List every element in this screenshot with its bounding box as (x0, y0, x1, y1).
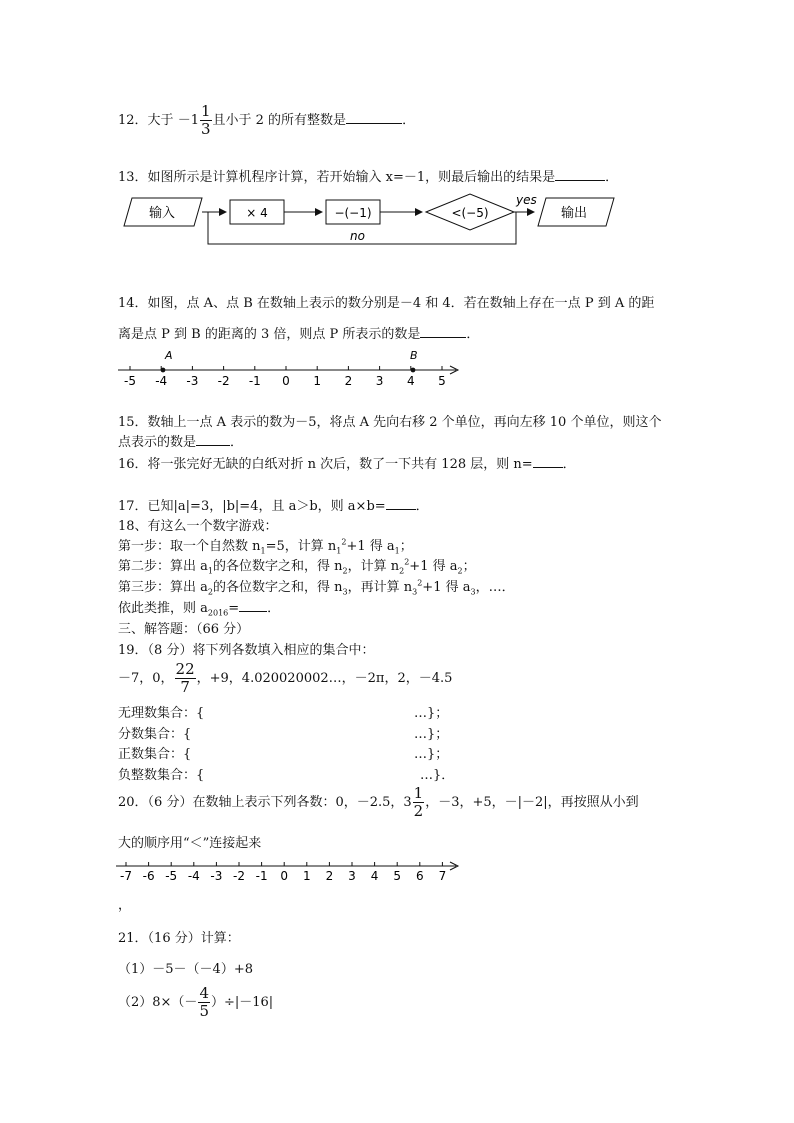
q13-flowchart (110, 190, 630, 250)
q14-axis-tick-label: 5 (438, 374, 446, 388)
q18-answer-blank[interactable] (239, 599, 267, 612)
q18-s3-d: +1 得 a (422, 580, 471, 595)
q18-s3-sup: 2 (417, 578, 423, 588)
q12-fraction (200, 104, 212, 137)
q12-frac-den: 3 (200, 120, 211, 138)
q18-step-3 (118, 576, 515, 597)
q18-s2-sub-a1: 1 (207, 566, 213, 576)
q18-s2-sub-a2: 2 (457, 566, 463, 576)
flow-no-label: no (350, 229, 365, 243)
q18-s1-d: ； (399, 539, 413, 554)
q14-axis-tick-label: -1 (248, 374, 261, 388)
q17-answer-blank[interactable] (386, 497, 416, 510)
q15-answer-blank[interactable] (196, 433, 230, 446)
q18-step-2 (118, 555, 476, 576)
q18-s2-sup: 2 (404, 557, 410, 567)
flow-multiply-label: × 4 (246, 206, 268, 220)
q19-set-positive-label: 正数集合：{ (118, 747, 192, 762)
q14-axis-tick-label: 0 (282, 374, 290, 388)
q20-line-2: 大的顺序用“＜”连接起来 (118, 836, 262, 851)
flow-subtract-label: −(−1) (334, 206, 372, 220)
q18-s2-e: ； (462, 559, 476, 574)
q20-axis-tick-label: -4 (187, 869, 200, 883)
q12-mixed-whole: －1 (177, 113, 199, 128)
q20-axis-tick-label: -5 (165, 869, 178, 883)
q18-s2-b: 的各位数字之和，得 n (212, 559, 343, 574)
q20-text-a: 20．（6 分）在数轴上表示下列各数：0，－2.5，3 (118, 795, 412, 810)
q19-set-negative-integer-end: …}． (420, 768, 455, 783)
q18-s3-b: 的各位数字之和，得 n (212, 580, 343, 595)
q20-frac-num: 1 (413, 784, 424, 802)
q18-s2-d: +1 得 a (409, 559, 458, 574)
q14-point-a-dot (161, 368, 166, 373)
q14-axis-tick-label: -4 (155, 374, 168, 388)
q18-last-a: 依此类推，则 a (118, 601, 208, 616)
question-15-line-2 (118, 431, 243, 450)
q19-nums-b: ，+9，4.020020002…，－2π，2，－4.5 (196, 671, 453, 686)
q18-s1-sub-n: 1 (260, 546, 266, 556)
q13-answer-blank[interactable] (555, 168, 605, 181)
q19-set-irrational (118, 702, 204, 721)
q20-text-b: ，－3，+5，－|－2|，再按照从小到 (425, 795, 639, 810)
question-13 (118, 166, 618, 185)
q19-set-irrational-label: 无理数集合：{ (118, 706, 205, 721)
q18-last-b: = (228, 601, 240, 616)
q12-answer-blank[interactable] (346, 111, 402, 124)
q14-axis-tick-label: 3 (375, 374, 384, 388)
q18-s2-a: 第二步：算出 a (118, 559, 208, 574)
q21-p2-a: （2）8×（－ (118, 995, 198, 1010)
q20-axis-tick-label: -7 (120, 869, 132, 883)
section-3-heading: 三、解答题：（66 分） (118, 622, 250, 637)
q16-text: 16．将一张完好无缺的白纸对折 n 次后，数了一下共有 128 层，则 n= (118, 457, 533, 472)
q20-number-line (110, 856, 470, 890)
q14-axis-tick-label: -5 (124, 374, 136, 388)
q12-end: ． (402, 113, 416, 128)
question-15-line-1 (118, 411, 661, 430)
q19-set-positive-end: …}； (414, 747, 449, 762)
question-16 (118, 453, 576, 472)
q19-set-negative-integer-label: 负整数集合：{ (118, 768, 205, 783)
q14-point-a-label: A (165, 349, 173, 362)
q21-frac-den: 5 (199, 1002, 209, 1020)
q20-axis-tick-label: 0 (280, 869, 289, 883)
q15-end: ． (230, 435, 244, 450)
q16-answer-blank[interactable] (533, 455, 563, 468)
q20-axis-tick-label: 1 (302, 869, 311, 883)
q16-end: ． (562, 457, 576, 472)
q18-last-end: ． (267, 601, 281, 616)
q21-p2-b: ）÷|－16| (210, 995, 274, 1010)
q18-s3-e: ，…． (475, 580, 515, 595)
q14-axis-tick-label: 4 (406, 374, 415, 388)
q19-frac-num: 22 (175, 660, 195, 678)
flow-condition-label: <(−5) (451, 206, 489, 220)
question-14-line-2 (118, 323, 479, 342)
q14-axis-tick-label: -3 (186, 374, 199, 388)
q14-text-line-1: 14．如图，点 A、点 B 在数轴上表示的数分别是－4 和 4．若在数轴上存在一点 P 到 A 的距 (118, 296, 655, 311)
q12-text-b: 且小于 2 的所有整数是 (212, 113, 347, 128)
q17-end: ． (415, 499, 429, 514)
q20-axis-tick-label: -3 (210, 869, 223, 883)
q14-answer-blank[interactable] (420, 325, 466, 338)
q18-s1-sub-a: 1 (394, 546, 400, 556)
q13-text: 13．如图所示是计算机程序计算，若开始输入 x=－1，则最后输出的结果是 (118, 170, 556, 185)
q19-title: 19．（8 分）将下列各数填入相应的集合中： (118, 643, 375, 658)
q20-axis-tick-label: 2 (325, 869, 334, 883)
q18-s1-a: 第一步：取一个自然数 n (118, 539, 261, 554)
q21-part-1: （1）－5－（－4）+8 (118, 962, 253, 977)
q14-text-line-2: 离是点 P 到 B 的距离的 3 倍，则点 P 所表示的数是 (118, 327, 421, 342)
q18-title: 18、有这么一个数字游戏： (118, 519, 278, 534)
q20-frac-den: 2 (413, 802, 424, 820)
q19-frac-den: 7 (180, 678, 190, 696)
q20-axis-tick-label: -6 (142, 869, 155, 883)
q18-last-sub: 2016 (207, 608, 229, 618)
q18-s3-c: ，再计算 n (347, 580, 413, 595)
q19-set-fraction-end: …}； (414, 727, 449, 742)
q12-text-a: 12．大于 (118, 113, 178, 128)
q20-axis-tick-label: 3 (348, 869, 356, 883)
q18-s3-sub-a2: 2 (207, 587, 213, 597)
q18-s3-sub-n3b: 3 (412, 587, 418, 597)
q18-s1-c: +1 得 a (346, 539, 395, 554)
q19-set-irrational-end: …}； (414, 706, 449, 721)
q14-point-b-label: B (410, 349, 418, 362)
q14-axis-tick-label: -2 (217, 374, 230, 388)
q18-s1-b: =5，计算 n (265, 539, 337, 554)
q18-s2-c: ，计算 n (347, 559, 400, 574)
q18-conclusion (118, 597, 280, 618)
q21-title: 21．（16 分）计算： (118, 931, 240, 946)
q12-frac-num: 1 (200, 102, 211, 120)
q20-axis-tick-label: -2 (233, 869, 245, 883)
q18-s2-sub-n2: 2 (342, 566, 348, 576)
q19-set-fraction-label: 分数集合：{ (118, 727, 192, 742)
q20-line-1 (118, 786, 639, 819)
q18-s1-sup: 2 (341, 537, 347, 547)
q19-nums-a: －7，0， (118, 671, 174, 686)
q20-axis-tick-label: 5 (393, 869, 402, 883)
q20-axis-tick-label: 7 (438, 869, 447, 883)
q18-s3-sub-a3: 3 (470, 587, 476, 597)
question-12 (118, 104, 415, 137)
q13-end: ． (605, 170, 619, 185)
q14-end: ． (466, 327, 480, 342)
q18-s1-sub-n2: 1 (336, 546, 342, 556)
question-17 (118, 495, 429, 514)
flow-yes-label: yes (516, 193, 537, 207)
q14-axis-tick-label: 2 (344, 374, 353, 388)
q18-s2-sub-n2b: 2 (399, 566, 405, 576)
q21-frac-num: 4 (199, 984, 209, 1002)
q20-comma: ， (118, 898, 132, 913)
q20-fraction (413, 786, 425, 819)
question-14-line-1 (118, 292, 654, 311)
q18-s3-a: 第三步：算出 a (118, 580, 208, 595)
q20-axis-tick-label: 4 (370, 869, 379, 883)
q18-s3-sub-n3: 3 (342, 587, 348, 597)
q19-numbers (118, 662, 452, 695)
q15-text-line-1: 15．数轴上一点 A 表示的数为－5，将点 A 先向右移 2 个单位，再向左移 10 个单位，则这个 (118, 415, 662, 430)
q18-step-1 (118, 535, 413, 556)
flow-input-label: 输入 (148, 206, 176, 221)
q17-text: 17．已知|a|=3，|b|=4，且 a＞b，则 a×b= (118, 499, 386, 514)
q15-text-line-2: 点表示的数是 (118, 435, 197, 450)
flow-output-label: 输出 (560, 206, 588, 221)
q14-number-line (110, 344, 470, 388)
q14-point-b-dot (411, 368, 416, 373)
q20-axis-tick-label: 6 (415, 869, 424, 883)
q21-fraction (198, 986, 210, 1019)
q21-part-2 (118, 986, 273, 1019)
q14-axis-tick-label: 1 (313, 374, 322, 388)
q20-axis-tick-label: -1 (255, 869, 268, 883)
q19-fraction (175, 662, 196, 695)
